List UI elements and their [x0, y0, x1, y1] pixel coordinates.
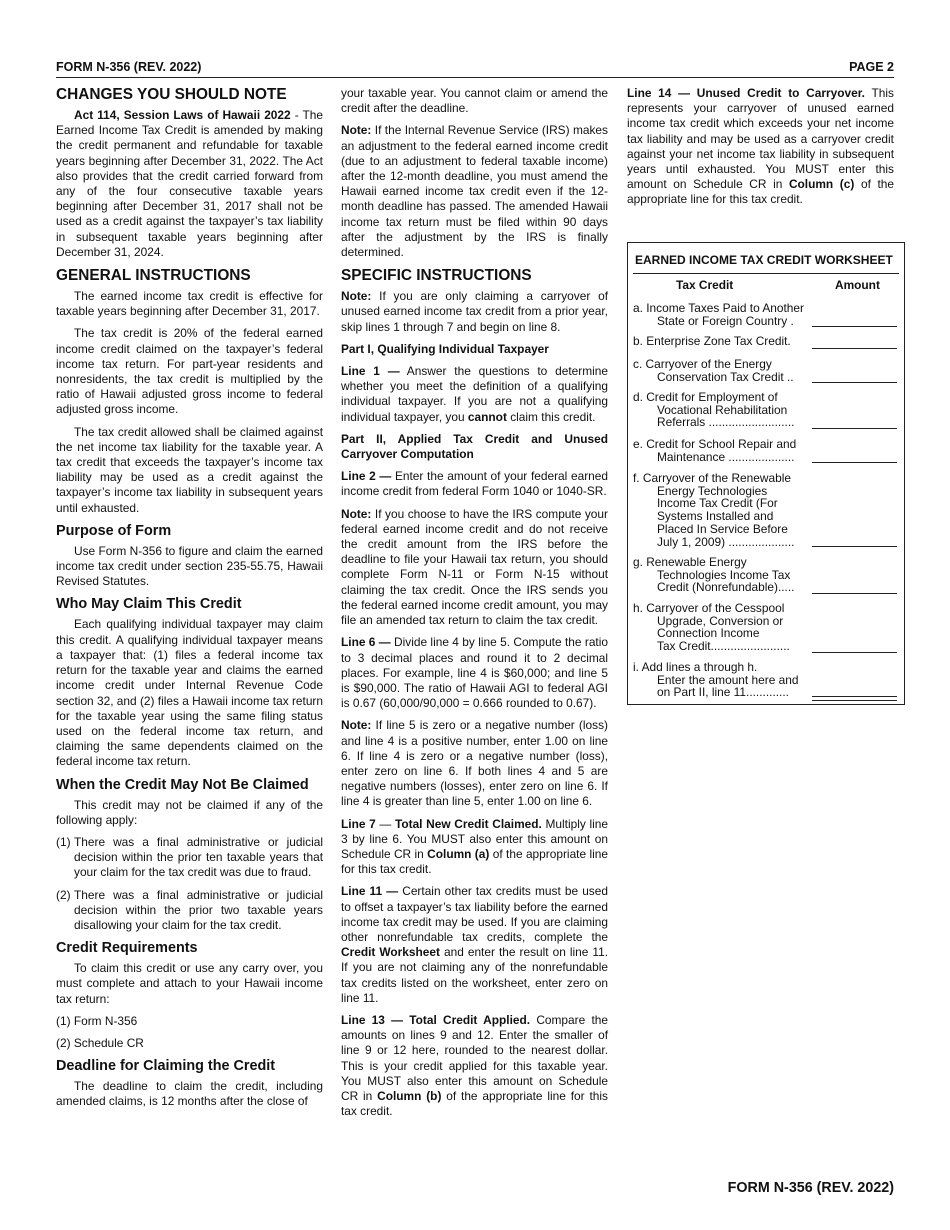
form-footer-id: FORM N-356 (REV. 2022)	[727, 1180, 894, 1196]
requirements-paragraph: To claim this credit or use any carry over, you must complete and attach to your Hawaii income tax return:	[56, 961, 323, 1006]
worksheet-item-h: h. Carryover of the Cesspool Upgrade, Conversion or Connection Income Tax Credit........................	[633, 601, 790, 654]
worksheet-item-c: c. Carryover of the Energy Conservation Tax Credit ..	[633, 357, 794, 384]
column-2	[341, 86, 608, 1126]
changes-text: - The Earned Income Tax Credit is amended by making the credit permanent and refundable for taxable years beginning after December 31, 2022. The Act also provides that the credit carried forward from any of the four consecutive taxable years beginning after December 31, 2017 shall not be used as a credit against the taxpayer’s tax liability in subsequent taxable years beginning after December 31, 2024.	[56, 108, 323, 259]
deadline-paragraph: The deadline to claim the credit, including amended claims, is 12 months after the close of	[56, 1079, 323, 1109]
general-heading: GENERAL INSTRUCTIONS	[56, 267, 251, 285]
worksheet-entry-line-g[interactable]	[812, 593, 897, 594]
note-irs-compute: Note: If you choose to have the IRS compute your federal earned income credit and do not receive the credit amount from the IRS before the deadline to file your Hawaii tax return, you should complete Form N-11 or Form N-15 without claiming the tax credit. Once the IRS sends you the federal earned income credit amount, you may file an amended tax return to claim the tax credit.	[341, 506, 608, 628]
worksheet-item-i: i. Add lines a through h. Enter the amount here and on Part II, line 11.............	[633, 660, 799, 700]
purpose-heading: Purpose of Form	[56, 522, 172, 539]
specific-heading: SPECIFIC INSTRUCTIONS	[341, 267, 532, 285]
general-paragraph-3: The tax credit allowed shall be claimed against the net income tax liability for the taxable year. A tax credit that exceeds the taxpayer’s income tax liability may be used as a credit against the taxpayer’s income tax liability in subsequent years until exhausted.	[56, 424, 323, 515]
worksheet-item-e: e. Credit for School Repair and Maintenance ....................	[633, 437, 797, 464]
worksheet-entry-line-f[interactable]	[812, 546, 897, 547]
changes-lead: Act 114, Session Laws of Hawaii 2022	[74, 108, 291, 122]
who-heading: Who May Claim This Credit	[56, 596, 242, 613]
changes-heading: CHANGES YOU SHOULD NOTE	[56, 86, 287, 103]
page-number: PAGE 2	[849, 60, 894, 74]
worksheet-entry-line-a[interactable]	[812, 326, 897, 327]
line13-instruction: Line 13 — Total Credit Applied. Compare the amounts on lines 9 and 12. Enter the smaller of line 9 or 12 here, rounded to the nearest dollar. This is your credit applied for this taxable year. You MUST also enter this amount on Schedule CR in Column (b) of the appropriate line for this tax credit.	[341, 1012, 608, 1119]
line14-instruction: Line 14 — Unused Credit to Carryover. This represents your carryover of unused earned income tax credit which exceeds your net income tax liability and may be used as a carryover credit against your net income tax liability in subsequent years until exhausted. You MUST enter this amount on Schedule CR in Column (c) of the appropriate line for this tax credit.	[627, 86, 895, 207]
line11-instruction: Line 11 — Certain other tax credits must be used to offset a taxpayer’s tax liability before the earned income tax credit may be used. If you are claiming other nonrefundable tax credits, complete the Credit Worksheet and enter the result on line 11. If you are not claiming any of the nonrefundable tax credits listed on the worksheet, enter zero on line 11.	[341, 884, 608, 1005]
worksheet-entry-line-d[interactable]	[812, 428, 897, 429]
column-1	[56, 86, 323, 1117]
worksheet-title-rule	[633, 273, 899, 274]
when-item-2: (2) There was a final administrative or judicial decision within the prior two taxable years disallowing your claim for the tax credit.	[56, 887, 323, 932]
who-paragraph: Each qualifying individual taxpayer may claim this credit. A qualifying individual taxpayer means a taxpayer that: (1) files a federal income tax return for the taxable year and claims the earned income credit under Internal Revenue Code section 32, and (2) files a Hawaii income tax return for the taxable year using the same filing status used on the federal income tax return, and claiming the same dependents claimed on the federal income tax return.	[56, 617, 324, 769]
part2-heading: Part II, Applied Tax Credit and Unused Carryover Computation	[341, 431, 608, 462]
line7-instruction: Line 7 — Total New Credit Claimed. Multiply line 3 by line 6. You MUST also enter this amount on Schedule CR in Column (a) of the appropriate line for this tax credit.	[341, 816, 609, 877]
column-3	[627, 86, 894, 215]
form-header-id: FORM N-356 (REV. 2022)	[56, 60, 202, 74]
when-item-1: (1) There was a final administrative or judicial decision within the prior ten taxable years that your claim for the tax credit was due to fraud.	[56, 834, 323, 880]
when-paragraph: This credit may not be claimed if any of the following apply:	[56, 797, 323, 827]
requirements-heading: Credit Requirements	[56, 940, 198, 957]
credit-worksheet	[627, 242, 905, 705]
note-irs-adjustment: Note: If the Internal Revenue Service (IRS) makes an adjustment to the federal earned income credit (due to an adjustment to federal taxable income) after the 12-month deadline, you must amend the Hawaii earned income tax credit even if the 12-month deadline has passed. The amended Hawaii income tax return must be filed within 90 days after the adjustment by the IRS is finally determined.	[341, 123, 608, 260]
line6-instruction: Line 6 — Divide line 4 by line 5. Compute the ratio to 3 decimal places and round it to 2 decimal places. For example, line 4 is $60,000; and line 5 is $90,000. The ratio of Hawaii AGI to federal AGI is 0.67 (60,000/90,000 = 0.666 rounded to 0.67).	[341, 635, 608, 711]
worksheet-total-line[interactable]	[812, 696, 897, 701]
changes-paragraph	[56, 108, 323, 260]
line2-instruction: Line 2 — Enter the amount of your federal earned income credit from federal Form 1040 or 1040-SR.	[341, 469, 608, 499]
requirement-item-1: (1) Form N-356	[56, 1013, 138, 1028]
note-line6: Note: If line 5 is zero or a negative number (loss) and line 4 is a positive number, enter 1.00 on line 6. If line 4 is zero or a negative number (loss), enter zero on line 6. If both lines 4 and 5 are negative numbers (losses), enter zero on line 6. If line 4 is greater than line 5, enter 1.00 on line 6.	[341, 718, 608, 809]
deadline-heading: Deadline for Claiming the Credit	[56, 1058, 276, 1075]
worksheet-item-g: g. Renewable Energy Technologies Income Tax Credit (Nonrefundable).....	[633, 555, 795, 595]
worksheet-col-amount: Amount	[835, 278, 880, 292]
worksheet-entry-line-b[interactable]	[812, 348, 897, 349]
requirement-item-2: (2) Schedule CR	[56, 1035, 144, 1050]
general-paragraph-1: The earned income tax credit is effective for taxable years beginning after December 31, 2017.	[56, 289, 323, 319]
worksheet-entry-line-c[interactable]	[812, 382, 897, 383]
worksheet-item-f: f. Carryover of the Renewable Energy Technologies Income Tax Credit (For Systems Installed and Placed In Service Before July 1, 2009) ....................	[633, 471, 795, 549]
worksheet-entry-line-h[interactable]	[812, 652, 897, 653]
deadline-continued: your taxable year. You cannot claim or amend the credit after the deadline.	[341, 86, 608, 116]
worksheet-item-b: b. Enterprise Zone Tax Credit.	[633, 334, 791, 348]
header-rule	[56, 77, 894, 78]
when-heading: When the Credit May Not Be Claimed	[56, 776, 309, 793]
note-carryover-only: Note: If you are only claiming a carryover of unused earned income tax credit from a prior year, skip lines 1 through 7 and begin on line 8.	[341, 289, 608, 334]
general-paragraph-2: The tax credit is 20% of the federal earned income credit claimed on the taxpayer’s federal income tax return. For part-year residents and nonresidents, the tax credit is multiplied by the ratio of Hawaii adjusted gross income to federal adjusted gross income.	[56, 326, 323, 417]
purpose-paragraph: Use Form N-356 to figure and claim the earned income tax credit under section 235-55.75, Hawaii Revised Statutes.	[56, 543, 323, 589]
worksheet-title: EARNED INCOME TAX CREDIT WORKSHEET	[635, 253, 893, 267]
worksheet-item-d: d. Credit for Employment of Vocational Rehabilitation Referrals ..........................	[633, 390, 795, 430]
worksheet-item-a: a. Income Taxes Paid to Another State or Foreign Country .	[633, 301, 804, 328]
line1-instruction: Line 1 — Answer the questions to determine whether you meet the definition of a qualifying individual taxpayer. If you are not a qualifying individual taxpayer, you cannot claim this credit.	[341, 364, 609, 424]
part1-heading: Part I, Qualifying Individual Taxpayer	[341, 341, 549, 356]
worksheet-col-tax-credit: Tax Credit	[676, 278, 734, 292]
worksheet-entry-line-e[interactable]	[812, 462, 897, 463]
